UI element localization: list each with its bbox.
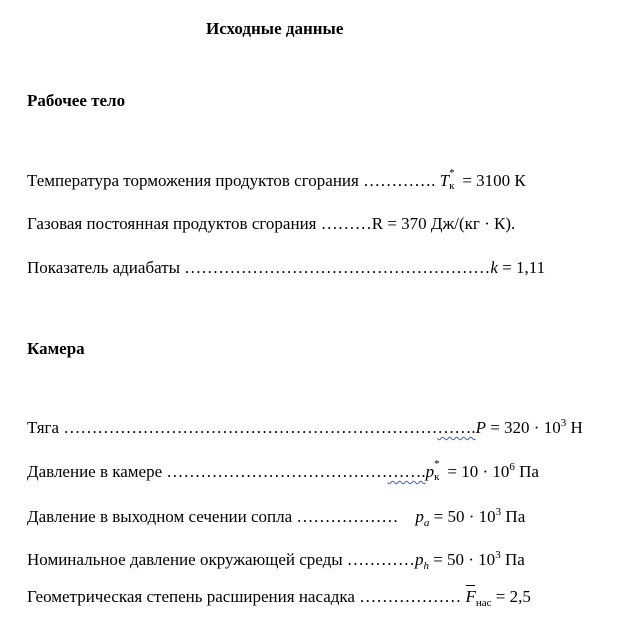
row-label: Давление в камере …………………………………: [27, 462, 388, 481]
formula-superscript: *: [449, 167, 455, 179]
formula-indices: [449, 167, 458, 192]
spellcheck-underline: …….: [437, 418, 476, 437]
formula-unit: Па: [514, 462, 539, 481]
section-heading-chamber: Камера: [27, 339, 85, 358]
formula-symbol: p: [425, 462, 435, 481]
row-gas-constant: [27, 214, 515, 234]
formula-subscript: к: [449, 180, 455, 192]
formula-symbol: T: [439, 171, 450, 190]
formula-symbol: F: [465, 587, 476, 606]
row-thrust: [27, 418, 583, 438]
formula-unit: Н: [566, 418, 583, 437]
formula-exponent: 6: [509, 461, 515, 473]
row-expansion-ratio: [27, 587, 531, 607]
row-label: Номинальное давление окружающей среды …………: [27, 550, 415, 569]
row-chamber-pressure: [27, 458, 539, 483]
formula-indices: [434, 458, 443, 483]
formula-exponent: 3: [495, 549, 501, 561]
row-label: Показатель адиабаты ………………………………………………: [27, 258, 491, 277]
document-title: Исходные данные: [206, 19, 344, 38]
spellcheck-underline: …….: [387, 462, 426, 481]
row-stagnation-temperature: [27, 167, 526, 192]
formula-superscript: *: [434, 458, 440, 470]
row-label: Тяга …………………………………………………………: [27, 418, 438, 437]
formula-value: = 50 · 10: [429, 507, 496, 526]
formula-value: = 320 · 10: [485, 418, 561, 437]
formula-subscript: h: [423, 560, 429, 572]
formula-subscript: к: [434, 471, 440, 483]
formula-exponent: 3: [495, 506, 502, 518]
formula-value: = 50 · 10: [428, 550, 496, 569]
formula-exponent: 3: [560, 417, 567, 429]
row-label: Газовая постоянная продуктов сгорания ………: [27, 214, 372, 233]
formula-unit: Па: [501, 507, 526, 526]
formula-value: = 10 · 10: [443, 462, 510, 481]
row-adiabatic-index: [27, 258, 545, 278]
row-label: Геометрическая степень расширения насадка ………………: [27, 587, 466, 606]
formula-value: R = 370 Дж/(кг · К).: [371, 214, 516, 233]
formula-value: = 2,5: [491, 587, 531, 606]
row-label: Температура торможения продуктов сгорания ………….: [27, 171, 440, 190]
formula-value: = 1,11: [497, 258, 546, 277]
formula-symbol: p: [414, 550, 424, 569]
formula-symbol: P: [475, 418, 486, 437]
section-heading-working-fluid: Рабочее тело: [27, 91, 126, 110]
formula-symbol: p: [415, 507, 424, 526]
formula-symbol: k: [490, 258, 498, 277]
formula-subscript: a: [423, 517, 430, 529]
row-formula: [439, 167, 526, 192]
formula-subscript: нас: [475, 597, 492, 609]
formula-value: = 3100 К: [458, 171, 526, 190]
row-label: Давление в выходном сечении сопла ………………: [27, 507, 403, 526]
row-ambient-pressure: [27, 550, 525, 570]
row-exit-pressure: [27, 507, 525, 527]
formula-unit: Па: [500, 550, 525, 569]
